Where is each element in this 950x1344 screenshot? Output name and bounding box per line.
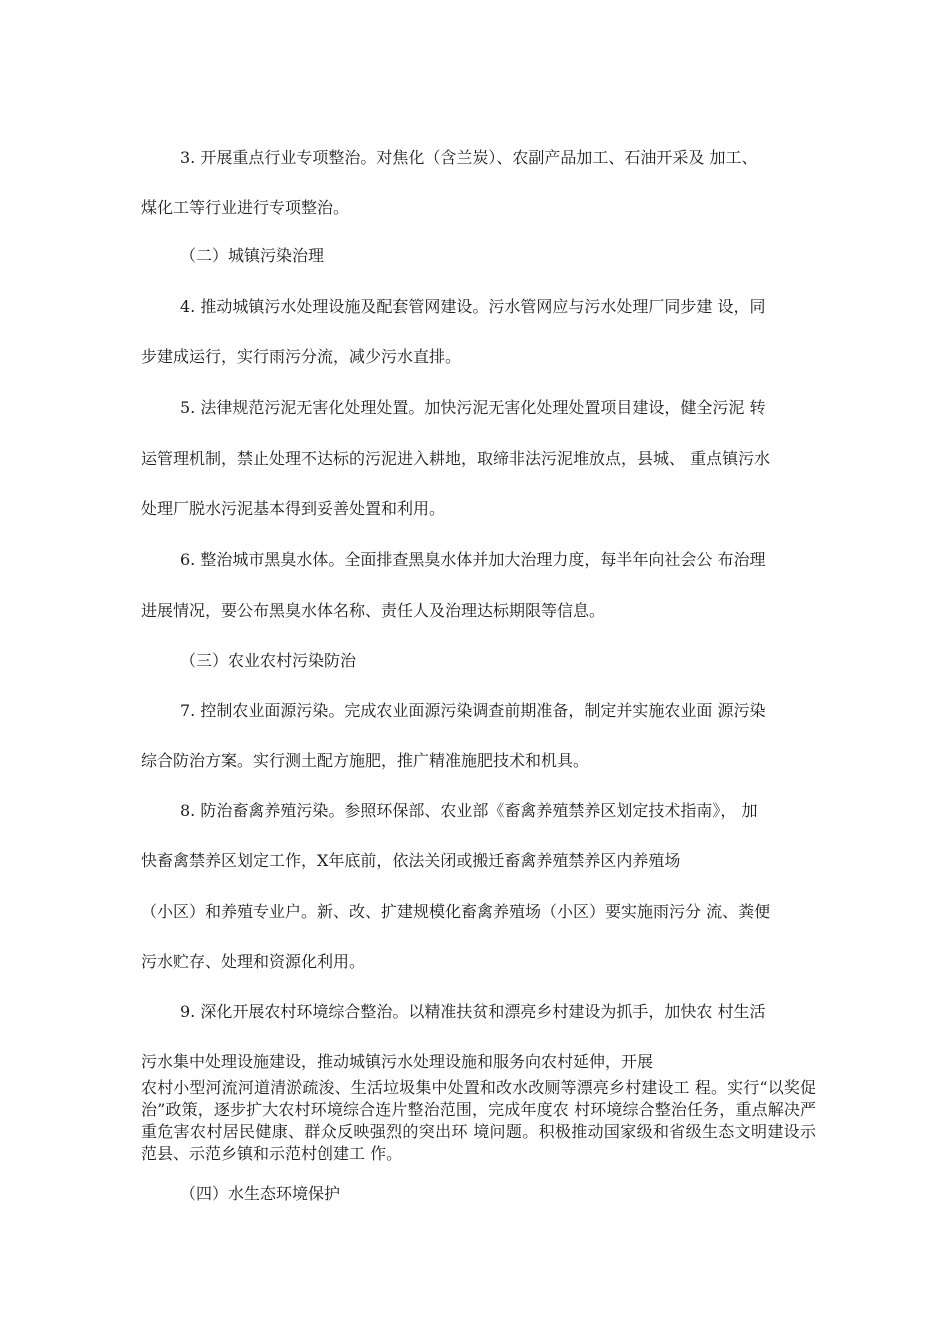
paragraph-7-line-2: 综合防治方案。实行测土配方施肥，推广精准施肥技术和机具。 <box>141 751 590 770</box>
paragraph-9-continuation: 农村小型河流河道清淤疏浚、生活垃圾集中处置和改水改厕等漂亮乡村建设工 程。实行“以奖促治”政策，逐步扩大农村环境综合连片整治范围，完成年度农 村环境综合整治任务，重点解决严重危害农村居民健康、群众反映强烈的突出环 境问题。积极推动国家级和省级生态文明建设示范县、示范乡镇和示范村创建工 作。 <box>141 1078 816 1163</box>
paragraph-8-line-4: 污水贮存、处理和资源化利用。 <box>141 952 366 971</box>
paragraph-3-line-1: 3. 开展重点行业专项整治。对焦化（含兰炭）、农副产品加工、石油开采及 加工、 <box>180 148 758 167</box>
section-heading-3: （三）农业农村污染防治 <box>180 651 357 670</box>
paragraph-8-line-3: （小区）和养殖专业户。新、改、扩建规模化畜禽养殖场（小区）要实施雨污分 流、粪便 <box>141 902 771 921</box>
paragraph-6-line-1: 6. 整治城市黑臭水体。全面排查黑臭水体并加大治理力度，每半年向社会公 布治理 <box>180 550 766 569</box>
paragraph-3-line-2: 煤化工等行业进行专项整治。 <box>141 198 350 217</box>
paragraph-8-line-2: 快畜禽禁养区划定工作，X年底前，依法关闭或搬迁畜禽养殖禁养区内养殖场 <box>141 851 681 870</box>
paragraph-9-line-2: 污水集中处理设施建设，推动城镇污水处理设施和服务向农村延伸，开展 <box>141 1052 654 1071</box>
section-heading-4: （四）水生态环境保护 <box>180 1184 341 1203</box>
paragraph-5-line-3: 处理厂脱水污泥基本得到妥善处置和利用。 <box>141 499 446 518</box>
paragraph-5-line-2: 运管理机制，禁止处理不达标的污泥进入耕地，取缔非法污泥堆放点，县城、 重点镇污水 <box>141 449 771 468</box>
paragraph-5-line-1: 5. 法律规范污泥无害化处理处置。加快污泥无害化处理处置项目建设，健全污泥 转 <box>180 398 766 417</box>
paragraph-9-line-1: 9. 深化开展农村环境综合整治。以精准扶贫和漂亮乡村建设为抓手，加快农 村生活 <box>180 1002 766 1021</box>
paragraph-4-line-2: 步建成运行，实行雨污分流，减少污水直排。 <box>141 347 462 366</box>
section-heading-2: （二）城镇污染治理 <box>180 246 325 265</box>
paragraph-8-line-1: 8. 防治畜禽养殖污染。参照环保部、农业部《畜禽养殖禁养区划定技术指南》， 加 <box>180 801 758 820</box>
paragraph-4-line-1: 4. 推动城镇污水处理设施及配套管网建设。污水管网应与污水处理厂同步建 设，同 <box>180 297 766 316</box>
paragraph-7-line-1: 7. 控制农业面源污染。完成农业面源污染调查前期准备，制定并实施农业面 源污染 <box>180 701 766 720</box>
paragraph-6-line-2: 进展情况，要公布黑臭水体名称、责任人及治理达标期限等信息。 <box>141 601 606 620</box>
